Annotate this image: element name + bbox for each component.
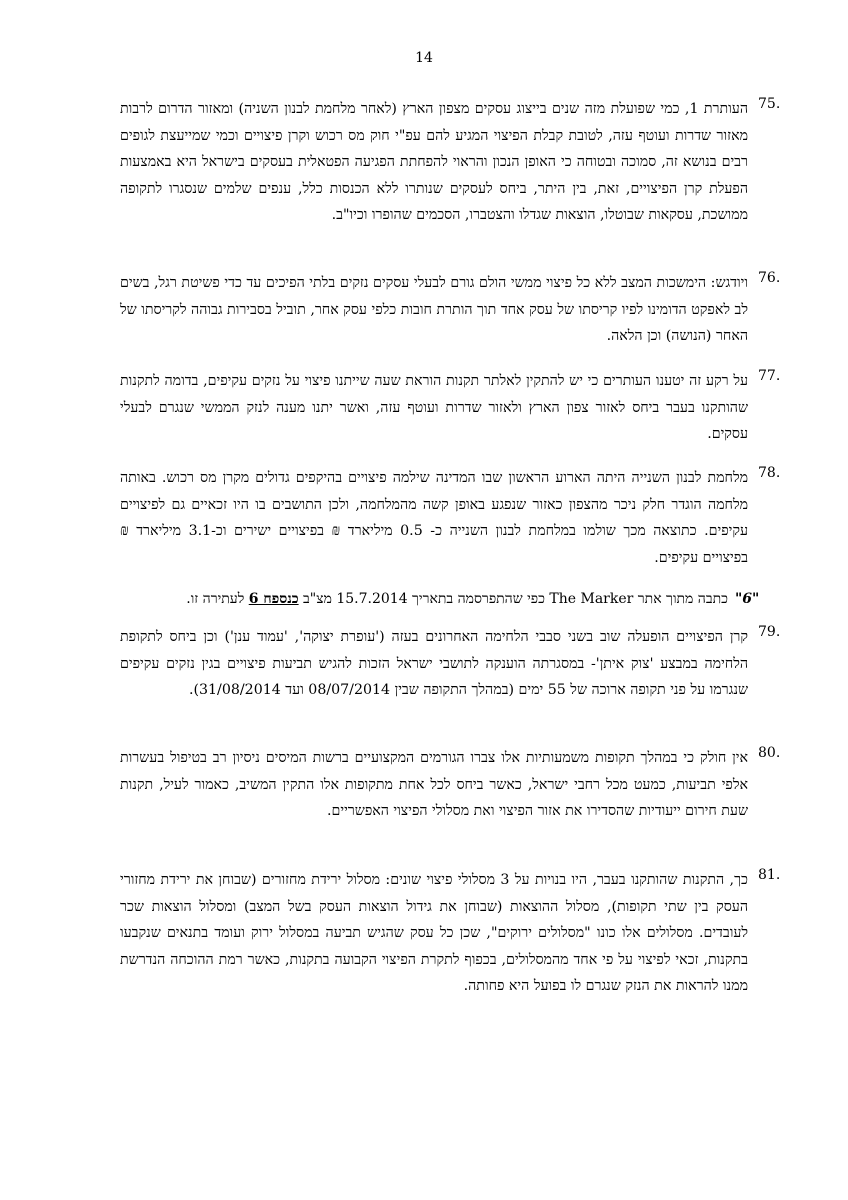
reference-text (186, 591, 728, 607)
paragraph-text: העותרת 1, כמי שפועלת מזה שנים בייצוג עסקים מצפון הארץ (לאחר מלחמת לבנון השניה) ומאזור הדרום לרבות מאזור שדרות ועוטף עזה, לטובת קבלת הפיצוי המגיע להם עפ"י חוק מס רכוש וקרן פיצויים וכמי שמייעצת לגופים רבים בנושא זה, סמוכה ובטוחה כי האופן הנכון והראוי להפחתת הפגיעה הפטאלית בעסקים בישראל היא באמצעות הפעלת קרן הפיצויים, זאת, בין היתר, ביחס לעסקים שנותרו ללא הכנסות כלל, ענפים שלמים שנסגרו לתקופה ממושכת, עסקאות שבוטלו, הוצאות שגדלו והצטברו, הסכמים שהופרו וכיו"ב. (120, 101, 748, 223)
paragraph-text: אין חולק כי במהלך תקופות משמעותיות אלו צברו הגורמים המקצועיים ברשות המיסים ניסיון רב בטיפול בעשרות אלפי תביעות, כמעט מכל רחבי ישראל, כאשר ביחס לכל אחת מתקופות אלו התקין המשיב, כאמור לעיל, תקנות שעת חירום ייעודיות שהסדירו את אזור הפיצוי ואת מסלולי הפיצוי האפשריים. (120, 750, 748, 819)
paragraph-number: 81. (758, 867, 781, 883)
appendix-reference (186, 591, 760, 608)
paragraph-75 (120, 96, 781, 229)
paragraph-text: מלחמת לבנון השנייה היתה הארוע הראשון שבו המדינה שילמה פיצויים בהיקפים גדולים מקרן מס רכוש. באותה מלחמה הוגדר חלק ניכר מהצפון כאזור שנפגע באופן קשה מהמלחמה, ולכן התושבים בו היו זכאיים גם לפיצויים עקיפים. כתוצאה מכך שולמו במלחמת לבנון השנייה כ- 0.5 מיליארד ₪ בפיצויים ישירים וכ-3.1 מיליארד ₪ בפיצויים עקיפים. (120, 470, 748, 566)
paragraph-text: על רקע זה יטענו העותרים כי יש להתקין לאלתר תקנות הוראת שעה שייתנו פיצוי על נזקים עקיפים, בדומה לתקנות שהותקנו בעבר ביחס לאזור צפון הארץ ולאזור שדרות ועוטף עזה, ואשר יתנו מענה לנזק הממשי שנגרם לבעלי עסקים. (120, 373, 748, 442)
paragraph-79 (120, 624, 781, 704)
paragraph-78 (120, 465, 781, 571)
paragraph-number: 79. (758, 624, 781, 640)
paragraph-text: ויודגש: הימשכות המצב ללא כל פיצוי ממשי הולם גורם לבעלי עסקים נזקים בלתי הפיכים עד כדי פשיטת רגל, בשים לב לאפקט הדומינו לפיו קריסתו של עסק אחד תוך הותרת חובות כלפי עסק אחר, תוביל בסבירות גבוהה לקריסתו של האחר (הנושה) וכן הלאה. (120, 275, 748, 344)
paragraph-80 (120, 745, 781, 825)
paragraph-number: 80. (758, 745, 781, 761)
paragraph-number: 75. (758, 96, 781, 112)
paragraph-number: 76. (758, 270, 781, 286)
paragraph-number: 77. (758, 368, 781, 384)
paragraph-81 (120, 867, 781, 1000)
paragraph-number: 78. (758, 465, 781, 481)
paragraph-76 (120, 270, 781, 350)
reference-text-before: כתבה מתוך אתר The Marker כפי שהתפרסמה בתאריך 15.7.2014 מצ"ב (298, 591, 728, 607)
paragraph-text: כך, התקנות שהותקנו בעבר, היו בנויות על 3 מסלולי פיצוי שונים: מסלול ירידת מחזורים (שבוחן את ירידת מחזורי העסק בין שתי תקופות), מסלול ההוצאות (שבוחן את גידול הוצאות העסק בשל המצב) ומסלול הוצאות שכר לעובדים. מסלולים אלו כונו "מסלולים ירוקים", שכן כל עסק שהגיש תביעה במסלול ירוק ועומד בתנאים שנקבעו בתקנות, זכאי לפיצוי על פי אחד מהמסלולים, בכפוף לתקרת הפיצוי הקבועה בתקנות, כאשר רמת ההוכחה הנדרשת ממנו להראות את הנזק שנגרם לו בפועל היא פחותה. (120, 872, 748, 994)
page-number: 14 (415, 50, 433, 66)
reference-label: "6" (735, 591, 760, 607)
reference-text-after: לעתירה זו. (186, 591, 249, 607)
appendix-link[interactable]: כנספח 6 (248, 591, 299, 607)
paragraph-77 (120, 368, 781, 448)
paragraph-text: קרן הפיצויים הופעלה שוב בשני סבבי הלחימה האחרונים בעזה ('עופרת יצוקה', 'עמוד ענן') וכן ביחס לתקופת הלחימה במבצע 'צוק איתן'- במסגרתה הוענקה לתושבי ישראל הזכות להגיש תביעות פיצויים בגין נזקים עקיפים שנגרמו על פני תקופה ארוכה של 55 ימים (במהלך התקופה שבין 08/07/2014 ועד 31/08/2014). (120, 629, 748, 698)
